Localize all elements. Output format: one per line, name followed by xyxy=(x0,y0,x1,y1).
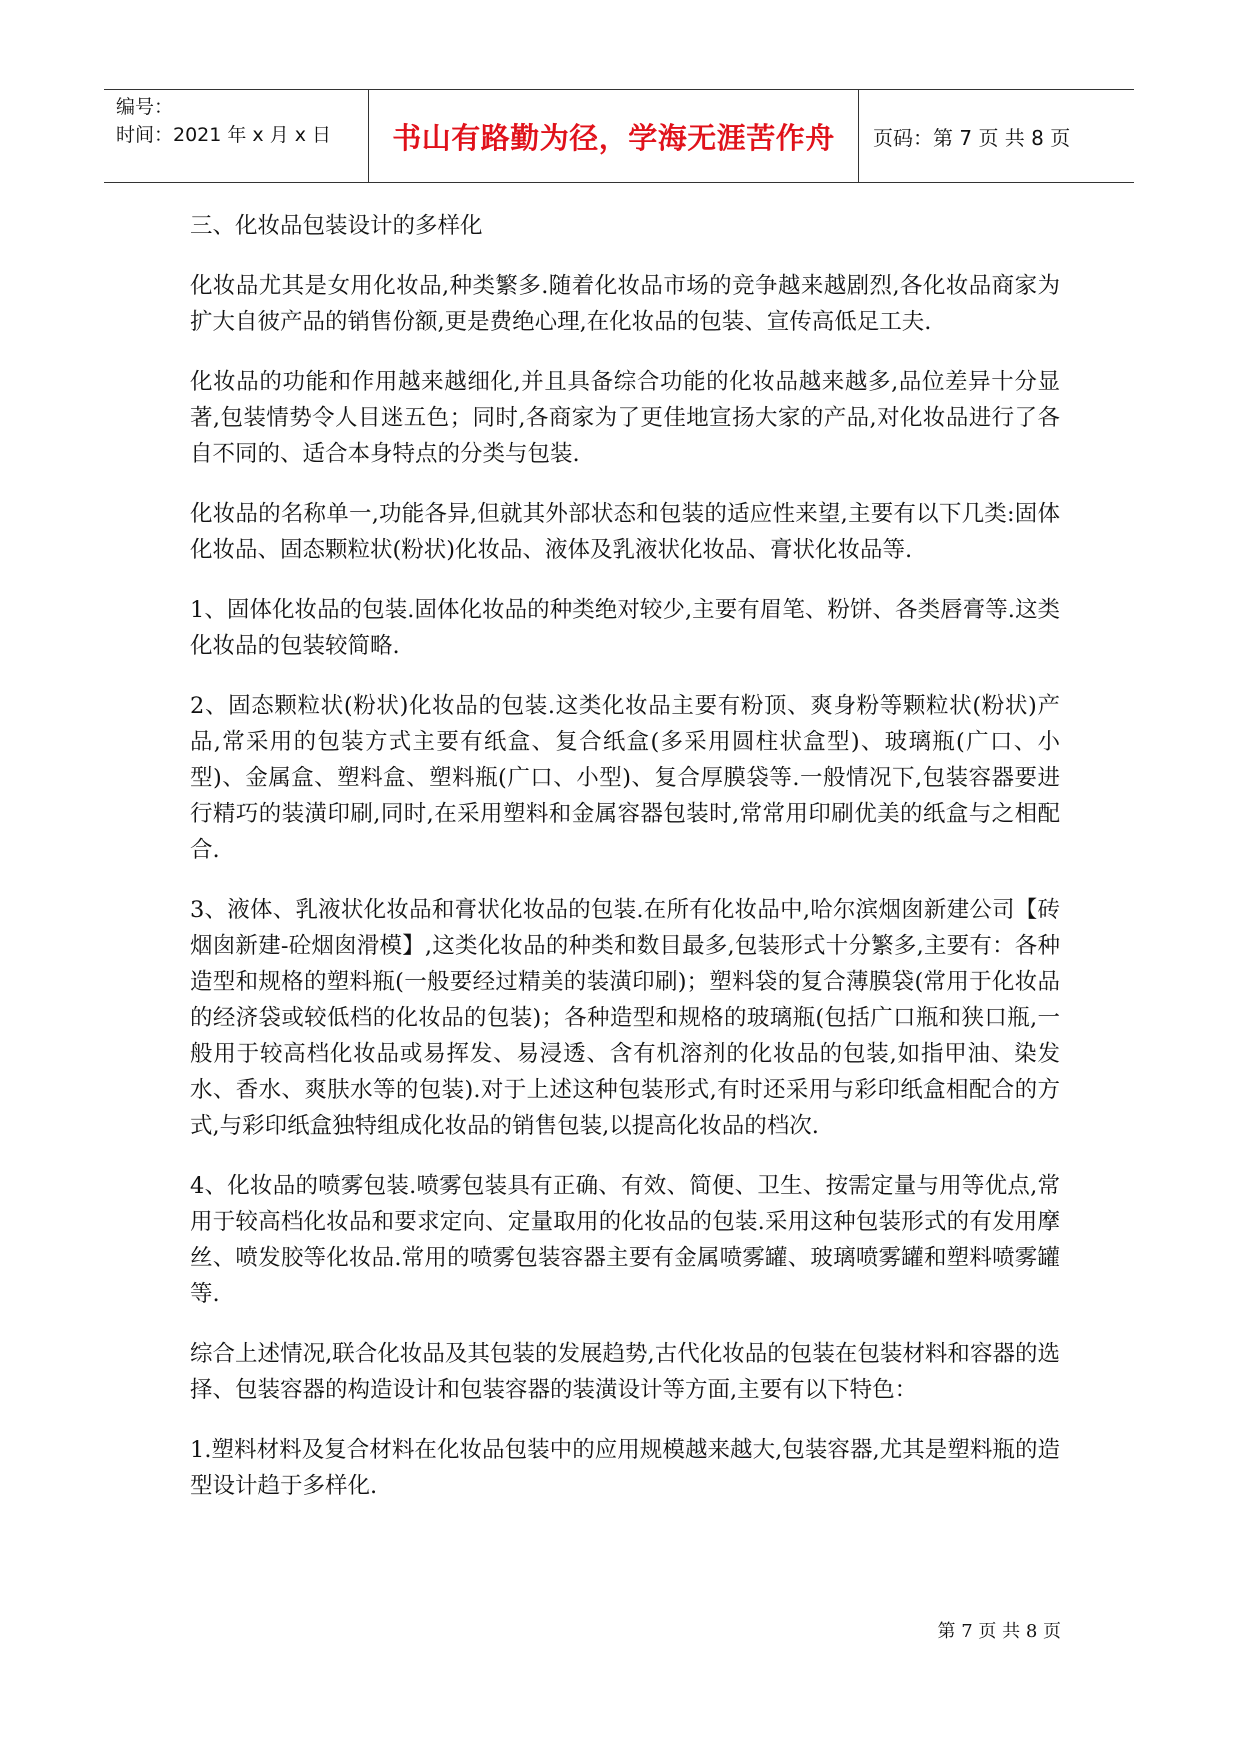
header-motto: 书山有路勤为径，学海无涯苦作舟 xyxy=(392,120,835,155)
page-header xyxy=(104,89,1134,183)
document-number-label: 编号： xyxy=(116,96,174,118)
page-footer: 第 7 页 共 8 页 xyxy=(937,1621,1061,1642)
paragraph-3: 化妆品的名称单一,功能各异,但就其外部状态和包装的适应性来望,主要有以下几类:固体化妆品、固态颗粒状(粉状)化妆品、液体及乳液状化妆品、膏状化妆品等. xyxy=(190,501,1060,563)
paragraph-9: 1.塑料材料及复合材料在化妆品包装中的应用规模越来越大,包装容器,尤其是塑料瓶的造型设计趋于多样化. xyxy=(190,1437,1060,1499)
header-motto-cell xyxy=(369,90,859,182)
header-page-cell xyxy=(859,90,1134,182)
section-heading: 三、化妆品包装设计的多样化 xyxy=(190,213,483,239)
document-time-label: 时间：2021 年 x 月 x 日 xyxy=(116,124,332,146)
document-body xyxy=(190,208,1060,1528)
paragraph-5: 2、固态颗粒状(粉状)化妆品的包装.这类化妆品主要有粉顶、爽身粉等颗粒状(粉状)产品,常采用的包装方式主要有纸盒、复合纸盒(多采用圆柱状盒型)、玻璃瓶(广口、小型)、金属盒、塑料盒、塑料瓶(广口、小型)、复合厚膜袋等.一般情况下,包装容器要进行精巧的装潢印刷,同时,在采用塑料和金属容器包装时,常常用印刷优美的纸盒与之相配合. xyxy=(190,693,1060,863)
paragraph-6: 3、液体、乳液状化妆品和膏状化妆品的包装.在所有化妆品中,哈尔滨烟囱新建公司【砖烟囱新建-砼烟囱滑模】,这类化妆品的种类和数目最多,包装形式十分繁多,主要有：各种造型和规格的塑料瓶(一般要经过精美的装潢印刷)；塑料袋的复合薄膜袋(常用于化妆品的经济袋或较低档的化妆品的包装)；各种造型和规格的玻璃瓶(包括广口瓶和狭口瓶,一般用于较高档化妆品或易挥发、易浸透、含有机溶剂的化妆品的包装,如指甲油、染发水、香水、爽肤水等的包装).对于上述这种包装形式,有时还采用与彩印纸盒相配合的方式,与彩印纸盒独特组成化妆品的销售包装,以提高化妆品的档次. xyxy=(190,897,1060,1139)
header-info-cell xyxy=(104,90,369,182)
paragraph-2: 化妆品的功能和作用越来越细化,并且具备综合功能的化妆品越来越多,品位差异十分显著,包装情势令人目迷五色；同时,各商家为了更佳地宣扬大家的产品,对化妆品进行了各自不同的、适合本身特点的分类与包装. xyxy=(190,369,1060,467)
paragraph-7: 4、化妆品的喷雾包装.喷雾包装具有正确、有效、简便、卫生、按需定量与用等优点,常用于较高档化妆品和要求定向、定量取用的化妆品的包装.采用这种包装形式的有发用摩丝、喷发胶等化妆品.常用的喷雾包装容器主要有金属喷雾罐、玻璃喷雾罐和塑料喷雾罐等. xyxy=(190,1173,1060,1307)
paragraph-8: 综合上述情况,联合化妆品及其包装的发展趋势,古代化妆品的包装在包装材料和容器的选择、包装容器的构造设计和包装容器的装潢设计等方面,主要有以下特色： xyxy=(190,1341,1060,1403)
paragraph-1: 化妆品尤其是女用化妆品,种类繁多.随着化妆品市场的竞争越来越剧烈,各化妆品商家为扩大自彼产品的销售份额,更是费绝心理,在化妆品的包装、宣传高低足工夫. xyxy=(190,273,1060,335)
header-page-label: 页码：第 7 页 共 8 页 xyxy=(873,125,1071,150)
paragraph-4: 1、固体化妆品的包装.固体化妆品的种类绝对较少,主要有眉笔、粉饼、各类唇膏等.这类化妆品的包装较简略. xyxy=(190,597,1060,659)
